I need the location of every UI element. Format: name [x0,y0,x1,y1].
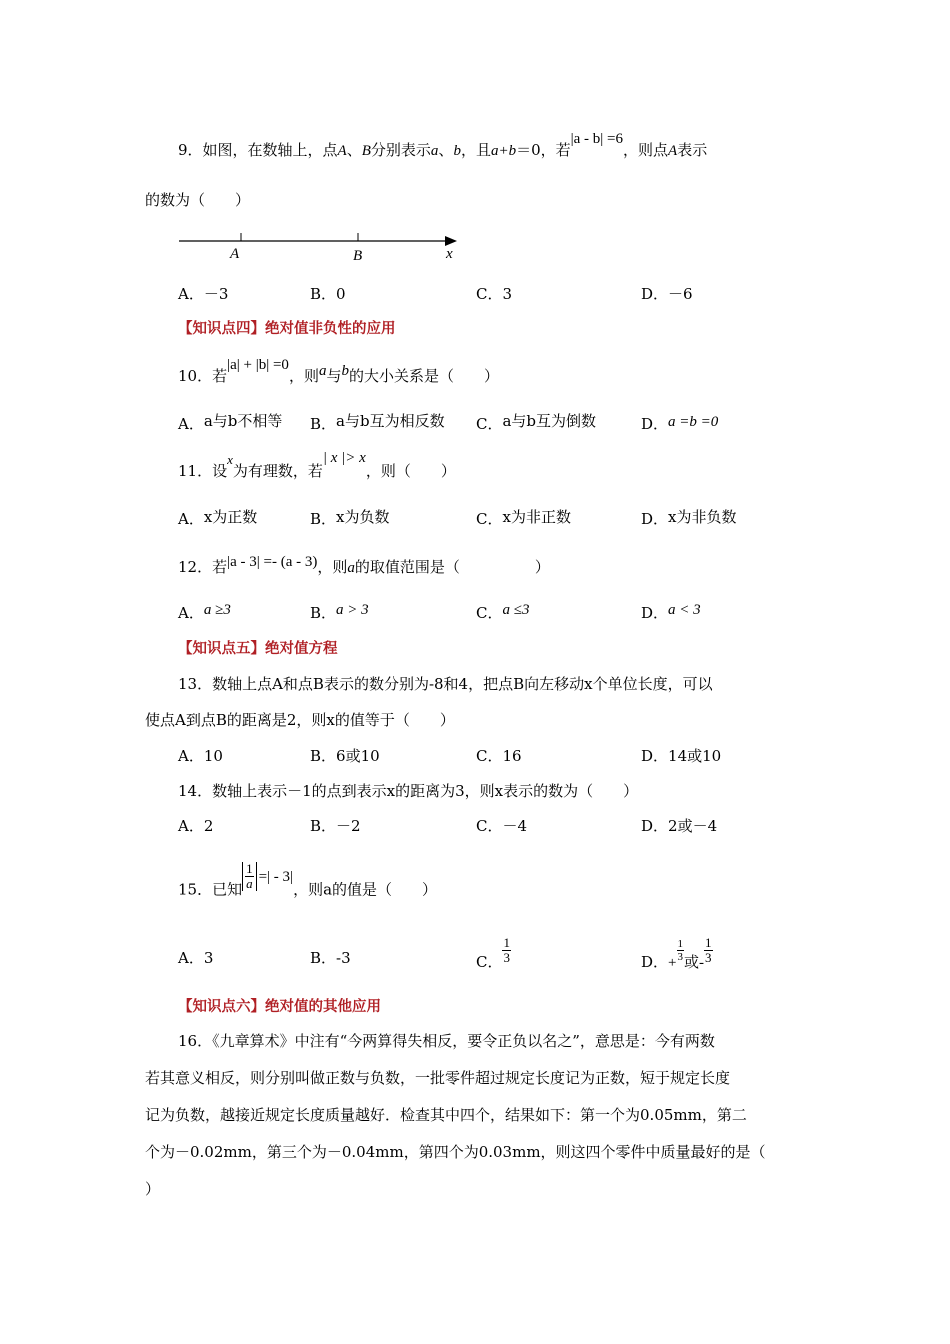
q14-option-d[interactable]: D．2或－4 [641,817,718,835]
q11-option-b[interactable]: B．x为负数 [310,508,390,528]
q12-option-d[interactable]: D．a < 3 [641,602,701,622]
q11-option-a[interactable]: A．x为正数 [178,508,258,528]
q15-option-c[interactable]: C． $\frac{1}{3}$ [476,935,510,971]
q15-option-b[interactable]: B．-3 [310,949,351,967]
q9-option-a[interactable]: A．－3 [178,285,229,303]
q15-fraction: $\frac{1}{a}$ [246,861,253,891]
axis-label-x: x [446,246,453,262]
q10-line: 10．若|a| + |b| =0，则a与b的大小关系是（ ） [178,357,499,385]
q10-option-c[interactable]: C．a与b互为倒数 [476,412,597,433]
axis-label-a: A [230,246,240,262]
q16-line4: 个为－0.02mm，第三个为－0.04mm，第四个为0.03mm，则这四个零件中质量最好的是（ [145,1143,766,1161]
q13-option-b[interactable]: B．6或10 [310,747,380,765]
section-heading-5: 【知识点五】绝对值方程 [178,641,338,657]
q11-option-d[interactable]: D．x为非负数 [641,508,737,528]
q16-line3: 记为负数，越接近规定长度质量越好．检查其中四个，结果如下：第一个为0.05mm，第二 [145,1106,747,1124]
q12-option-a[interactable]: A．a ≥3 [178,602,231,622]
q13-line1: 13．数轴上点A和点B表示的数分别为-8和4，把点B向左移动x个单位长度，可以 [178,675,713,693]
q9-line1: 9．如图，在数轴上，点A、B分别表示a、b，且a+b＝0，若|a - b| =6，则点A表示 [178,131,708,159]
q15-option-d[interactable]: D．+ $\frac{1}{3}$ 或- $\frac{1}{3}$ [641,935,712,971]
q10-option-d[interactable]: D．a =b =0 [641,414,719,433]
q13-option-a[interactable]: A．10 [178,747,223,765]
section-heading-4: 【知识点四】绝对值非负性的应用 [178,321,396,337]
q16-line1: 16．《九章算术》中注有“今两算得失相反，要令正负以名之”，意思是：今有两数 [178,1032,715,1050]
q14-option-a[interactable]: A．2 [178,817,214,835]
q9-option-c[interactable]: C．3 [476,285,513,303]
q15-line: 15．已知 $\frac{1}{a}$ =| - 3|，则a的值是（ ） [178,861,438,899]
q14-option-c[interactable]: C．－4 [476,817,528,835]
q15-option-a[interactable]: A．3 [178,949,214,967]
q13-option-d[interactable]: D．14或10 [641,747,722,765]
q10-option-b[interactable]: B．a与b互为相反数 [310,412,445,433]
q11-option-c[interactable]: C．x为非正数 [476,508,571,528]
q12-line: 12．若|a - 3| =- (a - 3)，则a的取值范围是（ ） [178,554,550,576]
q14-option-b[interactable]: B．－2 [310,817,361,835]
axis-label-b: B [353,248,363,264]
q14-line1: 14．数轴上表示－1的点到表示x的距离为3，则x表示的数为（ ） [178,782,639,800]
q10-option-a[interactable]: A．a与b不相等 [178,412,283,433]
q13-option-c[interactable]: C．16 [476,747,522,765]
number-line [175,228,465,264]
q11-line: 11．设x为有理数，若| x |> x，则（ ） [178,450,456,480]
q9-option-d[interactable]: D．－6 [641,285,693,303]
q12-option-c[interactable]: C．a ≤3 [476,602,530,622]
q16-line2: 若其意义相反，则分别叫做正数与负数，一批零件超过规定长度记为正数，短于规定长度 [145,1069,731,1087]
q12-option-b[interactable]: B．a > 3 [310,602,369,622]
q9-line2: 的数为（ ） [145,191,251,209]
q9-option-b[interactable]: B．0 [310,285,346,303]
q16-line5: ） [145,1180,161,1198]
q13-line2: 使点A到点B的距离是2，则x的值等于（ ） [145,711,455,729]
q9-abs-expr: |a - b| =6 [570,131,623,147]
section-heading-6: 【知识点六】绝对值的其他应用 [178,999,381,1015]
